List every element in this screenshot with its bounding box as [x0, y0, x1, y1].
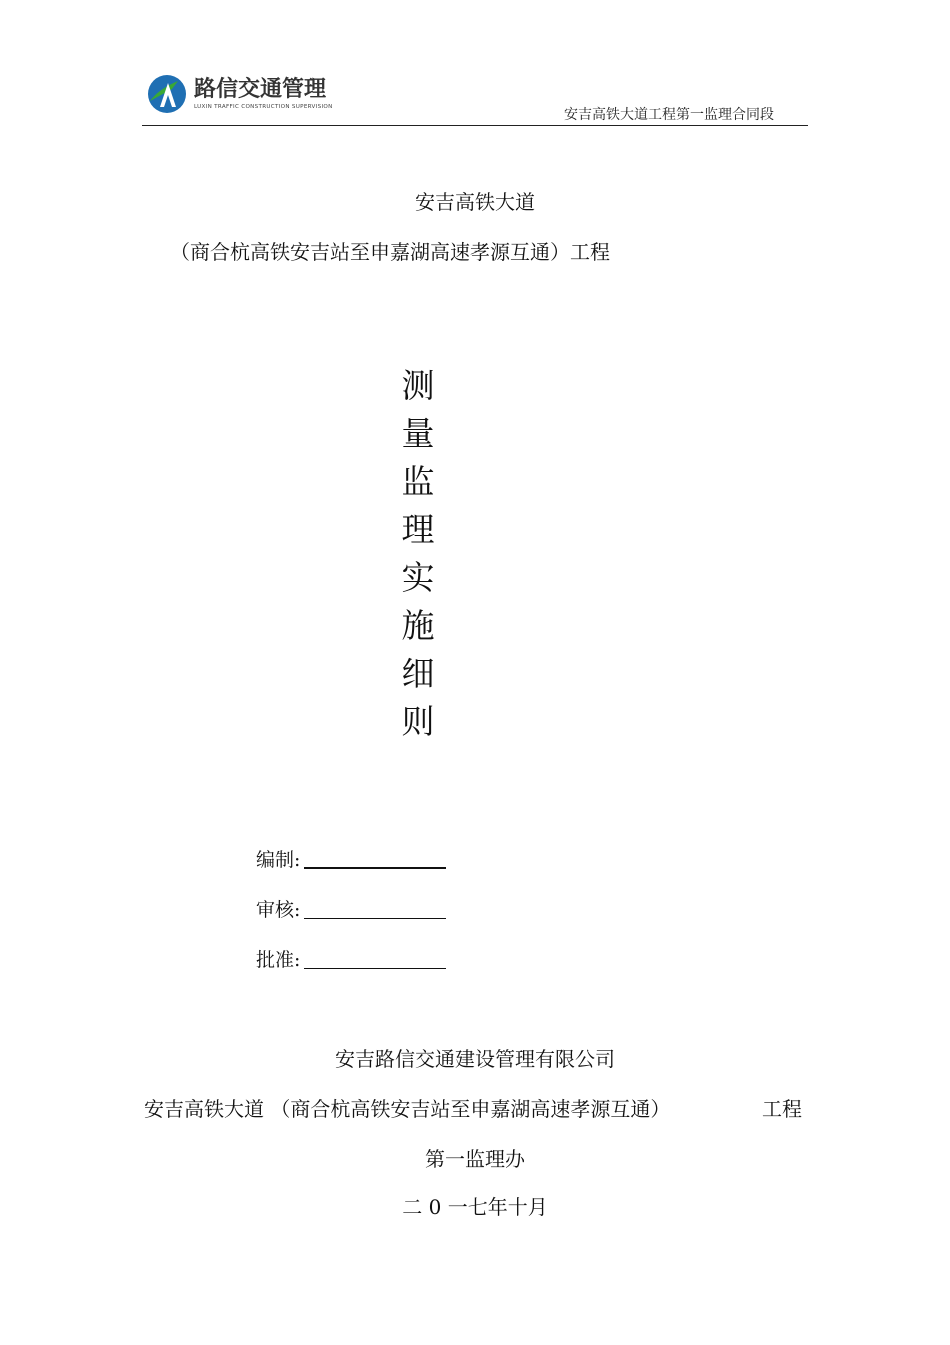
signature-row-prepared	[256, 845, 446, 872]
logo-mark-icon	[146, 73, 188, 115]
logo-english-text: LUXIN TRAFFIC CONSTRUCTION SUPERVISION	[194, 104, 333, 110]
vertical-title-char: 理	[401, 510, 435, 549]
signature-label: 审核:	[256, 899, 301, 921]
header-section-label: 安吉高铁大道工程第一监理合同段	[564, 107, 774, 123]
signature-label: 批准:	[256, 949, 301, 971]
signature-blank-line	[304, 968, 446, 969]
vertical-title-char: 实	[401, 558, 435, 597]
footer-project-name: 安吉高铁大道 （商合杭高铁安吉站至申嘉湖高速孝源互通）	[144, 1097, 671, 1121]
footer-company: 安吉路信交通建设管理有限公司	[335, 1047, 615, 1071]
footer-date: 二 0 一七年十月	[402, 1195, 548, 1219]
signature-blank-line	[304, 918, 446, 919]
company-logo	[146, 73, 333, 115]
vertical-title-char: 测	[401, 366, 435, 405]
signature-label: 编制:	[256, 849, 301, 871]
vertical-title-char: 施	[401, 606, 435, 645]
footer-project-suffix: 工程	[762, 1097, 802, 1121]
vertical-document-title	[398, 362, 438, 746]
logo-chinese-text: 路信交通管理	[194, 77, 327, 102]
title-line-2: （商合杭高铁安吉站至申嘉湖高速孝源互通）工程	[170, 240, 610, 264]
signature-blank-line	[304, 867, 446, 869]
vertical-title-char: 量	[401, 414, 435, 453]
vertical-title-char: 细	[401, 654, 435, 693]
title-line-1: 安吉高铁大道	[415, 190, 535, 214]
signature-row-reviewed	[256, 895, 446, 922]
page-header	[142, 70, 808, 126]
signature-row-approved	[256, 945, 446, 972]
vertical-title-char: 则	[401, 702, 435, 741]
footer-office: 第一监理办	[425, 1147, 525, 1171]
header-divider	[142, 125, 808, 126]
vertical-title-char: 监	[401, 462, 435, 501]
